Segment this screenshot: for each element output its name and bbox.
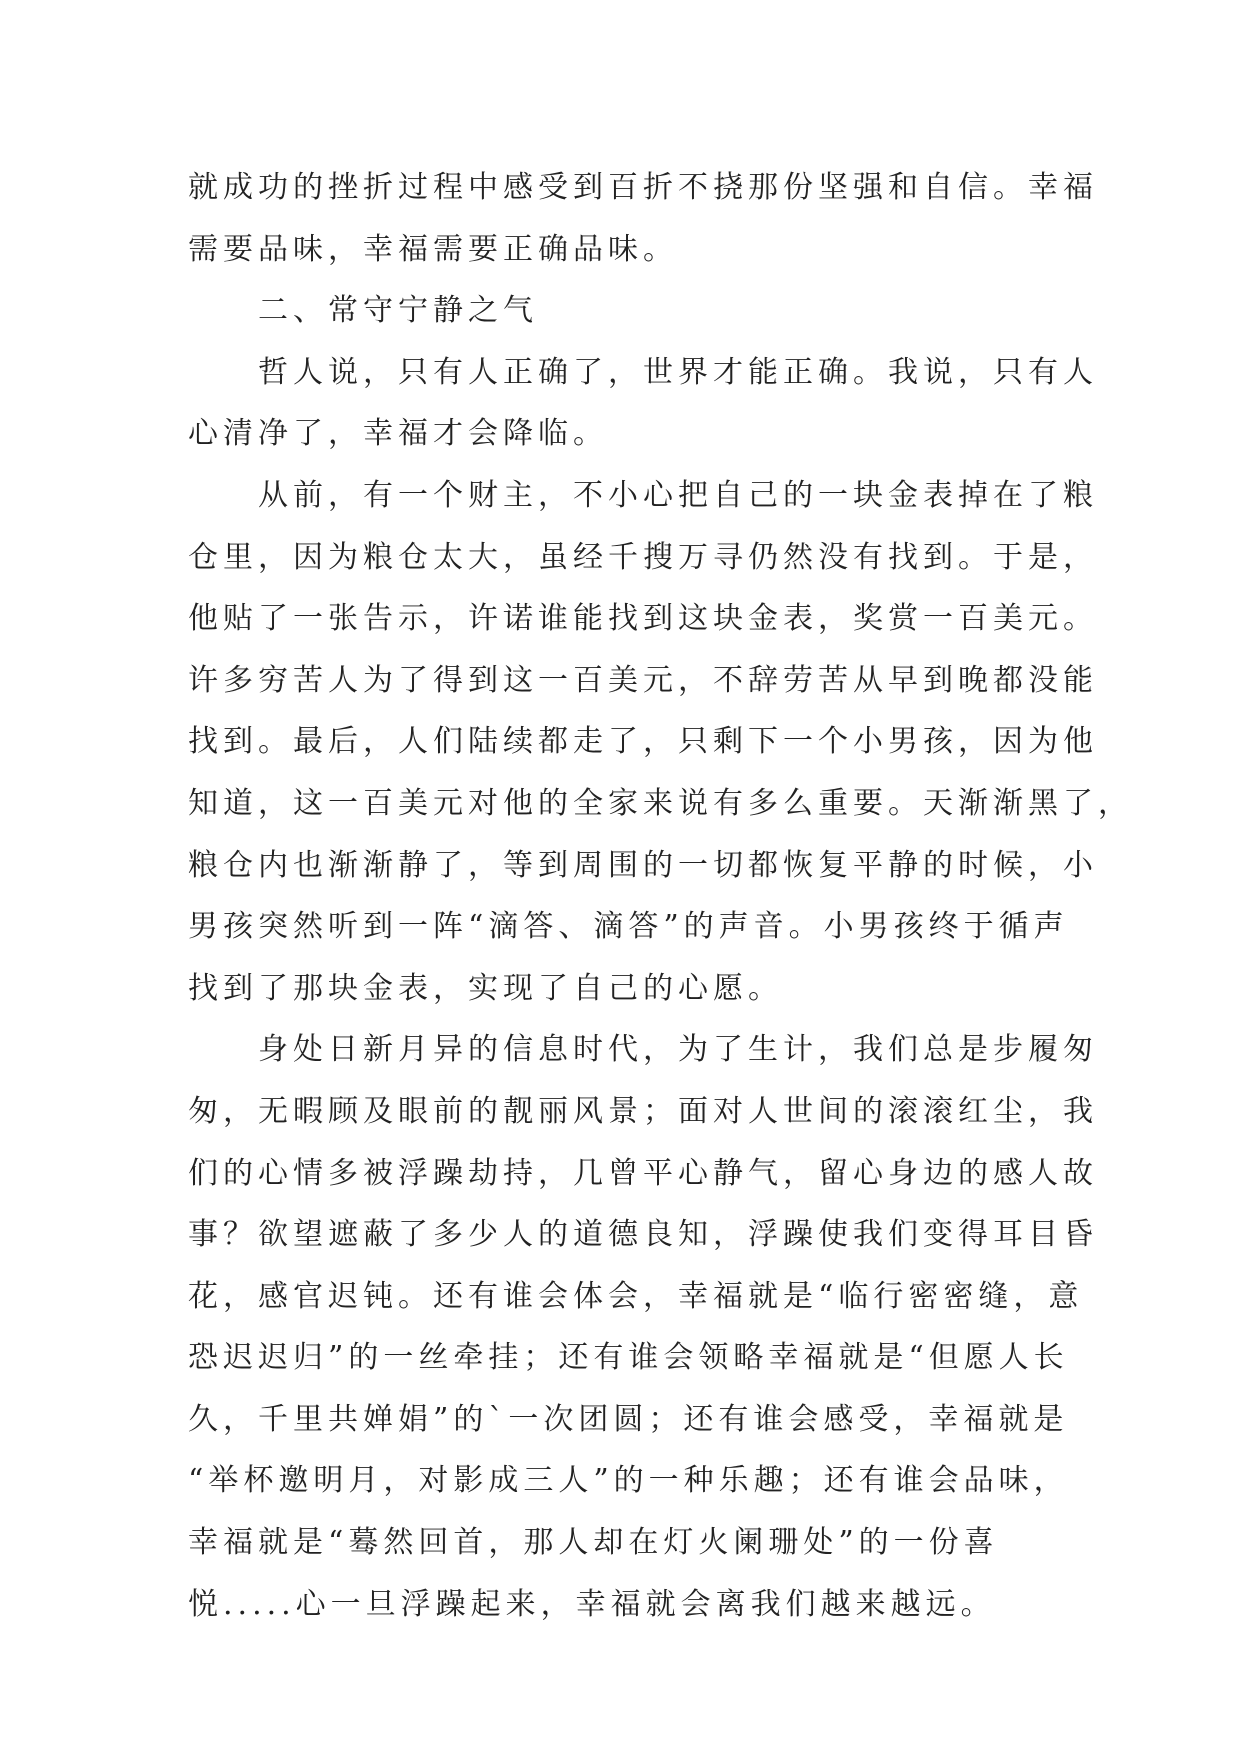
text-line: 仓里，因为粮仓太大，虽经千搜万寻仍然没有找到。于是，	[188, 539, 1098, 575]
text-line: 身处日新月异的信息时代，为了生计，我们总是步履匆	[258, 1032, 1098, 1068]
text-line: 恐迟迟归”的一丝牵挂；还有谁会领略幸福就是“但愿人长	[188, 1340, 1069, 1376]
text-line: 哲人说，只有人正确了，世界才能正确。我说，只有人	[258, 354, 1098, 390]
text-line: 找到。最后，人们陆续都走了，只剩下一个小男孩，因为他	[188, 724, 1098, 760]
text-line: 粮仓内也渐渐静了，等到周围的一切都恢复平静的时候，小	[188, 847, 1098, 883]
text-line: 就成功的挫折过程中感受到百折不挠那份坚强和自信。幸福	[188, 170, 1098, 205]
text-line: 心清净了，幸福才会降临。	[188, 416, 608, 452]
body-text	[188, 157, 1133, 1635]
text-line: 找到了那块金表，实现了自己的心愿。	[188, 970, 783, 1006]
text-line: 们的心情多被浮躁劫持，几曾平心静气，留心身边的感人故	[188, 1155, 1098, 1191]
text-line: 悦.....心一旦浮躁起来，幸福就会离我们越来越远。	[188, 1586, 996, 1622]
text-line: 需要品味，幸福需要正确品味。	[188, 231, 678, 267]
text-line: 久，千里共婵娟”的`一次团圆；还有谁会感受，幸福就是	[188, 1401, 1069, 1437]
text-line: 知道，这一百美元对他的全家来说有多么重要。天渐渐黑了，	[188, 785, 1133, 821]
text-line: 幸福就是“蓦然回首，那人却在灯火阑珊处”的一份喜	[188, 1525, 999, 1561]
text-line: 从前，有一个财主，不小心把自己的一块金表掉在了粮	[258, 477, 1098, 513]
text-line: 匆，无暇顾及眼前的靓丽风景；面对人世间的滚滚红尘，我	[188, 1093, 1098, 1129]
text-line: 男孩突然听到一阵“滴答、滴答”的声音。小男孩终于循声	[188, 909, 1069, 945]
text-line: 许多穷苦人为了得到这一百美元，不辞劳苦从早到晚都没能	[188, 662, 1098, 698]
text-line: 他贴了一张告示，许诺谁能找到这块金表，奖赏一百美元。	[188, 601, 1098, 637]
section-heading: 二、常守宁静之气	[258, 293, 538, 329]
text-line: 事？欲望遮蔽了多少人的道德良知，浮躁使我们变得耳目昏	[188, 1217, 1098, 1253]
text-line: 花，感官迟钝。还有谁会体会，幸福就是“临行密密缝，意	[188, 1278, 1084, 1314]
text-line: “举杯邀明月，对影成三人”的一种乐趣；还有谁会品味，	[188, 1463, 1069, 1499]
